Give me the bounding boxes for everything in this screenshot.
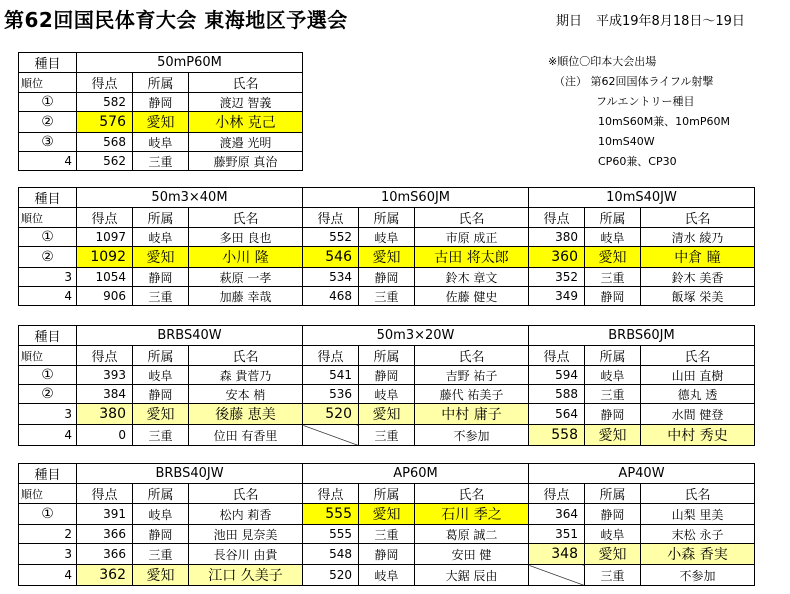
score-cell: 552 — [303, 228, 359, 247]
name-cell: 鈴木 美香 — [641, 268, 755, 287]
prefecture-cell: 岐阜 — [133, 366, 189, 385]
name-cell: 大鋸 辰由 — [415, 565, 529, 586]
name-cell: 中倉 瞳 — [641, 247, 755, 268]
rank-cell: ③ — [19, 133, 77, 152]
rank-cell: ② — [19, 112, 77, 133]
name-cell: 中村 庸子 — [415, 404, 529, 425]
rank-cell: ② — [19, 247, 77, 268]
score-header: 得点 — [303, 208, 359, 228]
prefecture-cell: 三重 — [133, 287, 189, 306]
name-header: 氏名 — [189, 484, 303, 504]
event-label: 種目 — [19, 188, 77, 208]
name-cell: 不参加 — [415, 425, 529, 446]
name-header: 氏名 — [641, 208, 755, 228]
prefecture-cell: 静岡 — [359, 366, 415, 385]
prefecture-header: 所属 — [133, 208, 189, 228]
event-label: 種目 — [19, 326, 77, 346]
score-cell: 534 — [303, 268, 359, 287]
score-cell: 520 — [303, 404, 359, 425]
event-name: 50m3×40M — [77, 188, 303, 208]
name-cell: 鈴木 章文 — [415, 268, 529, 287]
note-event-2: 10mS40W — [598, 135, 655, 148]
prefecture-cell: 三重 — [359, 525, 415, 544]
rank-cell: ② — [19, 385, 77, 404]
name-cell: 江口 久美子 — [189, 565, 303, 586]
prefecture-header: 所属 — [133, 484, 189, 504]
date-value: 平成19年8月18日～19日 — [596, 14, 745, 29]
score-cell: 520 — [303, 565, 359, 586]
score-cell: 1097 — [77, 228, 133, 247]
prefecture-cell: 愛知 — [133, 565, 189, 586]
score-cell: 1054 — [77, 268, 133, 287]
name-cell: 山梨 里美 — [641, 504, 755, 525]
prefecture-cell: 三重 — [359, 287, 415, 306]
name-cell: 渡邉 光明 — [189, 133, 303, 152]
event-label: 種目 — [19, 464, 77, 484]
event-label: 種目 — [19, 53, 77, 73]
score-cell: 541 — [303, 366, 359, 385]
score-header: 得点 — [529, 208, 585, 228]
name-cell: 飯塚 栄美 — [641, 287, 755, 306]
score-cell: 352 — [529, 268, 585, 287]
score-cell: 366 — [77, 544, 133, 565]
table-row — [19, 247, 755, 268]
name-cell: 清水 綾乃 — [641, 228, 755, 247]
page-title: 第62回国民体育大会 東海地区予選会 — [4, 8, 348, 32]
name-cell: 藤代 祐美子 — [415, 385, 529, 404]
score-cell: 364 — [529, 504, 585, 525]
prefecture-cell: 愛知 — [133, 112, 189, 133]
name-cell: 小川 隆 — [189, 247, 303, 268]
rank-cell: 4 — [19, 425, 77, 446]
score-header: 得点 — [529, 484, 585, 504]
results-table — [18, 52, 303, 171]
name-cell: 山田 直樹 — [641, 366, 755, 385]
score-cell: 362 — [77, 565, 133, 586]
event-name: BRBS60JM — [529, 326, 755, 346]
score-cell: 568 — [77, 133, 133, 152]
score-cell: 384 — [77, 385, 133, 404]
prefecture-header: 所属 — [133, 346, 189, 366]
score-cell: 366 — [77, 525, 133, 544]
score-cell: 351 — [529, 525, 585, 544]
name-cell: 萩原 一孝 — [189, 268, 303, 287]
name-cell: 森 貴菅乃 — [189, 366, 303, 385]
table-row — [19, 152, 303, 171]
prefecture-cell: 三重 — [133, 152, 189, 171]
event-name: 10mS40JW — [529, 188, 755, 208]
score-cell: 562 — [77, 152, 133, 171]
event-name: 50mP60M — [77, 53, 303, 73]
name-header: 氏名 — [641, 484, 755, 504]
prefecture-cell: 静岡 — [359, 268, 415, 287]
event-name: AP40W — [529, 464, 755, 484]
prefecture-cell: 静岡 — [133, 385, 189, 404]
prefecture-header: 所属 — [585, 346, 641, 366]
prefecture-cell: 静岡 — [133, 525, 189, 544]
rank-label: 順位 — [19, 346, 77, 366]
prefecture-cell: 岐阜 — [585, 366, 641, 385]
score-header: 得点 — [529, 346, 585, 366]
score-cell: 360 — [529, 247, 585, 268]
prefecture-cell: 静岡 — [133, 93, 189, 112]
score-cell: 391 — [77, 504, 133, 525]
table-row — [19, 93, 303, 112]
rank-label: 順位 — [19, 484, 77, 504]
score-header: 得点 — [77, 484, 133, 504]
table-row — [19, 385, 755, 404]
prefecture-cell: 岐阜 — [133, 228, 189, 247]
prefecture-cell: 三重 — [359, 425, 415, 446]
score-cell: 536 — [303, 385, 359, 404]
score-header: 得点 — [303, 346, 359, 366]
table-row — [19, 404, 755, 425]
prefecture-cell: 静岡 — [133, 268, 189, 287]
table-row — [19, 112, 303, 133]
table-row — [19, 133, 303, 152]
event-name: 50m3×20W — [303, 326, 529, 346]
event-name: BRBS40JW — [77, 464, 303, 484]
prefecture-header: 所属 — [585, 484, 641, 504]
date-label: 期日 — [556, 14, 583, 29]
name-header: 氏名 — [189, 73, 303, 93]
table-row — [19, 504, 755, 525]
prefecture-cell: 三重 — [585, 565, 641, 586]
score-cell: 546 — [303, 247, 359, 268]
score-cell: 548 — [303, 544, 359, 565]
name-cell: 葛原 誠二 — [415, 525, 529, 544]
name-cell: 佐藤 健史 — [415, 287, 529, 306]
results-table — [18, 325, 755, 446]
table-row — [19, 544, 755, 565]
score-header: 得点 — [77, 346, 133, 366]
table-row — [19, 425, 755, 446]
score-cell: 0 — [77, 425, 133, 446]
name-cell: 松内 莉香 — [189, 504, 303, 525]
note-entry: （注） 第62回国体ライフル射撃 — [554, 75, 714, 88]
name-cell: 德丸 透 — [641, 385, 755, 404]
prefecture-cell: 愛知 — [585, 425, 641, 446]
note-full-entry: フルエントリー種目 — [596, 95, 695, 108]
name-header: 氏名 — [415, 346, 529, 366]
prefecture-cell: 静岡 — [585, 504, 641, 525]
name-cell: 吉野 祐子 — [415, 366, 529, 385]
prefecture-cell: 岐阜 — [133, 133, 189, 152]
score-cell: 588 — [529, 385, 585, 404]
table-row — [19, 366, 755, 385]
prefecture-cell: 岐阜 — [585, 228, 641, 247]
event-name: AP60M — [303, 464, 529, 484]
score-cell: 1092 — [77, 247, 133, 268]
notes — [548, 52, 730, 172]
note-event-3: CP60兼、CP30 — [598, 155, 677, 168]
prefecture-cell: 三重 — [133, 544, 189, 565]
rank-cell: 2 — [19, 525, 77, 544]
score-cell-empty — [303, 425, 359, 446]
score-cell: 348 — [529, 544, 585, 565]
prefecture-cell: 静岡 — [585, 287, 641, 306]
score-header: 得点 — [77, 208, 133, 228]
name-header: 氏名 — [415, 208, 529, 228]
note-event-1: 10mS60M兼、10mP60M — [598, 115, 731, 128]
name-cell: 長谷川 由貴 — [189, 544, 303, 565]
score-cell: 558 — [529, 425, 585, 446]
prefecture-cell: 愛知 — [359, 247, 415, 268]
prefecture-header: 所属 — [359, 484, 415, 504]
prefecture-header: 所属 — [585, 208, 641, 228]
rank-cell: 4 — [19, 565, 77, 586]
table-row — [19, 228, 755, 247]
name-cell: 渡辺 智義 — [189, 93, 303, 112]
name-cell: 小森 香実 — [641, 544, 755, 565]
rank-cell: 4 — [19, 152, 77, 171]
score-cell: 380 — [77, 404, 133, 425]
score-cell: 906 — [77, 287, 133, 306]
prefecture-cell: 静岡 — [585, 404, 641, 425]
score-header: 得点 — [303, 484, 359, 504]
table-row — [19, 287, 755, 306]
results-table — [18, 187, 755, 306]
prefecture-cell: 愛知 — [359, 504, 415, 525]
rank-label: 順位 — [19, 73, 77, 93]
prefecture-cell: 三重 — [133, 425, 189, 446]
table-row — [19, 525, 755, 544]
prefecture-header: 所属 — [133, 73, 189, 93]
rank-cell: ① — [19, 366, 77, 385]
name-cell: 位田 有香里 — [189, 425, 303, 446]
score-cell: 555 — [303, 525, 359, 544]
name-cell: 不参加 — [641, 565, 755, 586]
score-cell: 594 — [529, 366, 585, 385]
prefecture-cell: 岐阜 — [133, 504, 189, 525]
rank-label: 順位 — [19, 208, 77, 228]
name-cell: 末松 永子 — [641, 525, 755, 544]
score-cell: 555 — [303, 504, 359, 525]
name-cell: 中村 秀史 — [641, 425, 755, 446]
score-cell: 582 — [77, 93, 133, 112]
table-row — [19, 268, 755, 287]
score-cell: 576 — [77, 112, 133, 133]
prefecture-cell: 岐阜 — [359, 565, 415, 586]
name-cell: 加藤 幸哉 — [189, 287, 303, 306]
event-date — [556, 10, 745, 29]
prefecture-header: 所属 — [359, 346, 415, 366]
prefecture-cell: 愛知 — [585, 247, 641, 268]
rank-cell: ① — [19, 228, 77, 247]
prefecture-cell: 愛知 — [133, 247, 189, 268]
prefecture-cell: 岐阜 — [359, 385, 415, 404]
results-table — [18, 463, 755, 586]
event-name: BRBS40W — [77, 326, 303, 346]
score-cell: 380 — [529, 228, 585, 247]
prefecture-header: 所属 — [359, 208, 415, 228]
name-header: 氏名 — [189, 346, 303, 366]
prefecture-cell: 愛知 — [359, 404, 415, 425]
score-cell: 564 — [529, 404, 585, 425]
prefecture-cell: 愛知 — [585, 544, 641, 565]
name-header: 氏名 — [641, 346, 755, 366]
name-cell: 石川 季之 — [415, 504, 529, 525]
prefecture-cell: 岐阜 — [585, 525, 641, 544]
rank-cell: 3 — [19, 544, 77, 565]
name-cell: 市原 成正 — [415, 228, 529, 247]
prefecture-cell: 静岡 — [359, 544, 415, 565]
rank-cell: 4 — [19, 287, 77, 306]
note-qualify: ※順位〇印本大会出場 — [548, 55, 657, 68]
name-cell: 古田 将太郎 — [415, 247, 529, 268]
prefecture-cell: 愛知 — [133, 404, 189, 425]
score-cell-empty — [529, 565, 585, 586]
prefecture-cell: 三重 — [585, 268, 641, 287]
name-cell: 水間 健登 — [641, 404, 755, 425]
rank-cell: 3 — [19, 268, 77, 287]
name-cell: 多田 良也 — [189, 228, 303, 247]
name-cell: 小林 克己 — [189, 112, 303, 133]
name-cell: 池田 見奈美 — [189, 525, 303, 544]
name-cell: 安田 健 — [415, 544, 529, 565]
score-cell: 349 — [529, 287, 585, 306]
score-header: 得点 — [77, 73, 133, 93]
rank-cell: ① — [19, 93, 77, 112]
name-cell: 藤野原 真治 — [189, 152, 303, 171]
rank-cell: 3 — [19, 404, 77, 425]
name-header: 氏名 — [189, 208, 303, 228]
prefecture-cell: 三重 — [585, 385, 641, 404]
table-row — [19, 565, 755, 586]
prefecture-cell: 岐阜 — [359, 228, 415, 247]
score-cell: 468 — [303, 287, 359, 306]
event-name: 10mS60JM — [303, 188, 529, 208]
name-header: 氏名 — [415, 484, 529, 504]
name-cell: 安本 梢 — [189, 385, 303, 404]
name-cell: 後藤 恵美 — [189, 404, 303, 425]
score-cell: 393 — [77, 366, 133, 385]
rank-cell: ① — [19, 504, 77, 525]
